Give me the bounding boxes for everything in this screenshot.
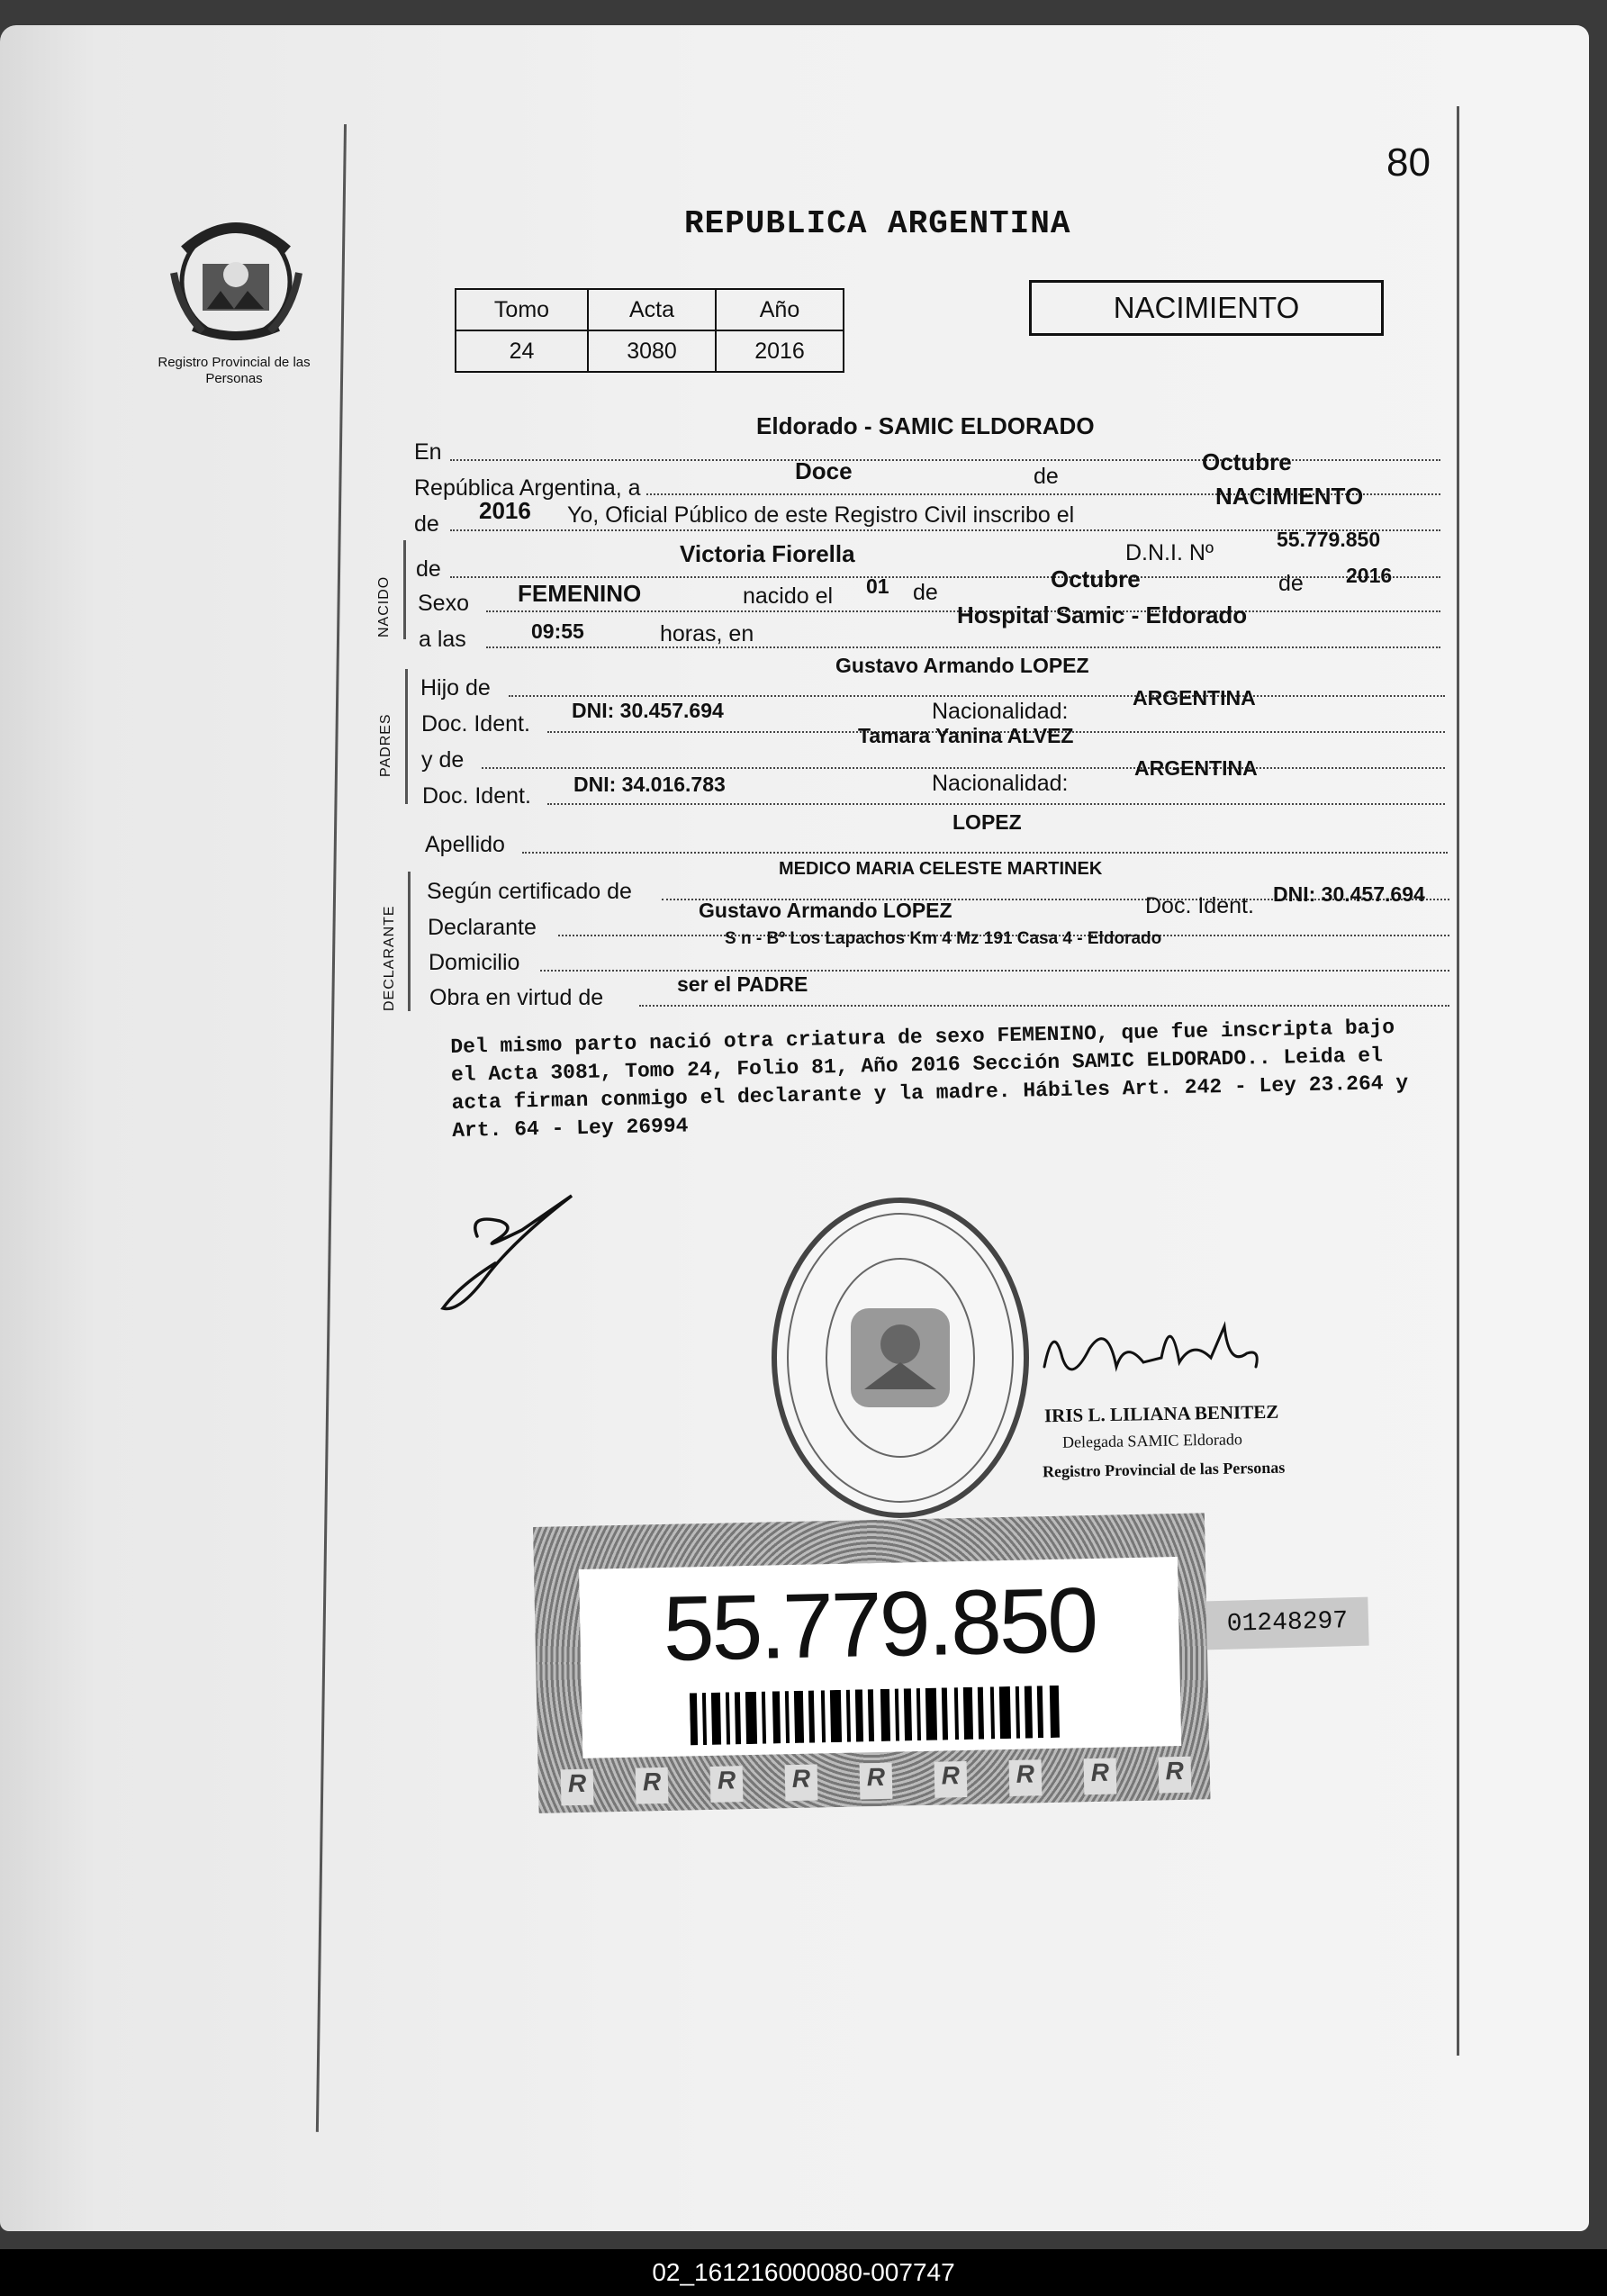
dotted-line	[540, 970, 1449, 972]
hijo-label: Hijo de	[420, 675, 491, 701]
official-registry: Registro Provincial de las Personas	[1042, 1458, 1286, 1481]
oficial-text: Yo, Oficial Público de este Registro Civil inscribo el	[567, 502, 1075, 528]
declarant-doc-label: Doc. Ident.	[1145, 893, 1254, 918]
section-label-padres: PADRES	[378, 713, 393, 777]
dotted-line	[639, 1005, 1449, 1007]
page-number: 80	[1386, 140, 1431, 185]
mother-name-value: Tamara Yanina ALVEZ	[858, 724, 1074, 747]
right-margin-rule	[1457, 106, 1459, 2056]
document-page	[0, 25, 1589, 2231]
act-type-value: NACIMIENTO	[1215, 483, 1364, 510]
value-tomo: 24	[456, 330, 588, 372]
mother-nationality-label: Nacionalidad:	[932, 771, 1069, 796]
province-crest-icon	[167, 210, 306, 345]
surname-label: Apellido	[425, 832, 505, 857]
en-label: En	[414, 439, 442, 465]
de2-label: de	[414, 511, 439, 537]
header-acta: Acta	[588, 289, 716, 330]
dotted-line	[450, 459, 1440, 461]
child-de-label: de	[416, 556, 441, 582]
country-title: REPUBLICA ARGENTINA	[684, 205, 1071, 242]
a-las-label: a las	[419, 627, 466, 652]
father-doc-label: Doc. Ident.	[421, 711, 530, 737]
obra-label: Obra en virtud de	[429, 985, 604, 1010]
r-mark: R	[785, 1764, 818, 1801]
sex-value: FEMENINO	[518, 580, 642, 607]
record-type-box: NACIMIENTO	[1029, 280, 1384, 336]
dotted-line	[482, 767, 1445, 769]
left-margin-rule	[316, 124, 347, 2132]
declarant-label: Declarante	[428, 915, 537, 940]
registry-label: Registro Provincial de las Personas	[158, 355, 311, 386]
r-mark: R	[710, 1766, 744, 1803]
official-role: Delegada SAMIC Eldorado	[1061, 1430, 1243, 1451]
header-ano: Año	[716, 289, 844, 330]
sticker-label-area	[579, 1557, 1181, 1758]
caption-bar	[0, 2249, 1607, 2296]
record-value-row	[456, 330, 844, 372]
section-rule-padres	[405, 669, 408, 804]
nacido-label: nacido el	[743, 583, 834, 609]
r-mark: R	[1008, 1759, 1042, 1796]
republica-label: República Argentina, a	[414, 475, 641, 501]
day-value: Doce	[795, 457, 853, 484]
domicilio-label: Domicilio	[429, 950, 520, 975]
section-rule-top	[403, 540, 406, 639]
control-number: 01248297	[1205, 1597, 1368, 1650]
mother-doc-value: DNI: 34.016.783	[573, 773, 726, 796]
birth-de-label: de	[913, 580, 938, 605]
birth-day-value: 01	[866, 574, 889, 598]
sexo-label: Sexo	[418, 591, 469, 616]
section-label-nacido: NACIDO	[376, 575, 392, 637]
declarant-doc-value: DNI: 30.457.694	[1273, 882, 1425, 906]
place-value: Eldorado - SAMIC ELDORADO	[756, 412, 1095, 439]
birth-notes: Del mismo parto nació otra criatura de sexo FEMENINO, que fue inscripta bajo el Acta 3081, Tomo 24, Folio 81, Año 2016 Sección SAMIC ELDORADO.. Leida el acta firman conmigo el declarante y la madre. Hábiles Art. 242 - Ley 23.264 y Art. 64 - Ley 26994	[450, 1016, 1409, 1143]
r-mark: R	[561, 1769, 594, 1806]
dotted-line	[509, 695, 1445, 697]
header-tomo: Tomo	[456, 289, 588, 330]
father-doc-value: DNI: 30.457.694	[572, 699, 724, 722]
r-mark: R	[1083, 1758, 1116, 1794]
declarant-name-value: Gustavo Armando LOPEZ	[699, 899, 952, 922]
yde-label: y de	[421, 747, 465, 773]
year-value: 2016	[479, 497, 531, 524]
father-nationality-label: Nacionalidad:	[932, 699, 1069, 724]
child-name-value: Victoria Fiorella	[680, 540, 855, 567]
birth-month-value: Octubre	[1051, 565, 1141, 592]
value-ano: 2016	[716, 330, 844, 372]
sticker-dni-number: 55.779.850	[662, 1568, 1097, 1680]
dotted-line	[522, 852, 1448, 854]
father-nationality-value: ARGENTINA	[1133, 686, 1256, 710]
birth-year-value: 2016	[1346, 564, 1393, 587]
record-table	[455, 288, 844, 373]
official-signature	[1035, 1313, 1269, 1389]
r-mark: R	[636, 1767, 669, 1804]
month-value: Octubre	[1202, 448, 1292, 475]
declarant-signature	[432, 1178, 612, 1317]
dotted-line	[547, 803, 1445, 805]
surname-value: LOPEZ	[952, 810, 1022, 834]
mother-doc-label: Doc. Ident.	[422, 783, 531, 809]
address-value: S n - Bº Los Lapachos Km 4 Mz 191 Casa 4 - Eldorado	[725, 929, 1162, 948]
de-label: de	[1034, 464, 1059, 489]
barcode-icon	[690, 1686, 1069, 1746]
r-mark: R	[934, 1761, 967, 1798]
capacity-value: ser el PADRE	[677, 972, 808, 996]
child-dni-value: 55.779.850	[1277, 528, 1381, 551]
value-acta: 3080	[588, 330, 716, 372]
registry-seal	[765, 1191, 1035, 1524]
birth-place-value: Hospital Samic - Eldorado	[957, 601, 1248, 628]
dni-sticker	[533, 1513, 1210, 1813]
dotted-line	[486, 646, 1440, 648]
section-label-declarante: DECLARANTE	[382, 905, 397, 1011]
father-name-value: Gustavo Armando LOPEZ	[835, 654, 1089, 677]
mother-nationality-value: ARGENTINA	[1134, 756, 1258, 780]
file-caption: 02_161216000080-007747	[652, 2258, 955, 2286]
certificate-label: Según certificado de	[427, 879, 632, 904]
birth-de2-label: de	[1278, 571, 1304, 596]
official-name: IRIS L. LILIANA BENITEZ	[1043, 1400, 1279, 1427]
birth-time-value: 09:55	[531, 619, 584, 643]
horas-label: horas, en	[660, 621, 754, 646]
section-rule-declarante	[408, 872, 411, 1011]
record-header-row	[456, 289, 844, 330]
r-mark: R	[1158, 1757, 1191, 1794]
certificate-value: MEDICO MARIA CELESTE MARTINEK	[779, 859, 1103, 879]
dni-label: D.N.I. Nº	[1125, 540, 1214, 565]
r-mark: R	[859, 1763, 892, 1800]
